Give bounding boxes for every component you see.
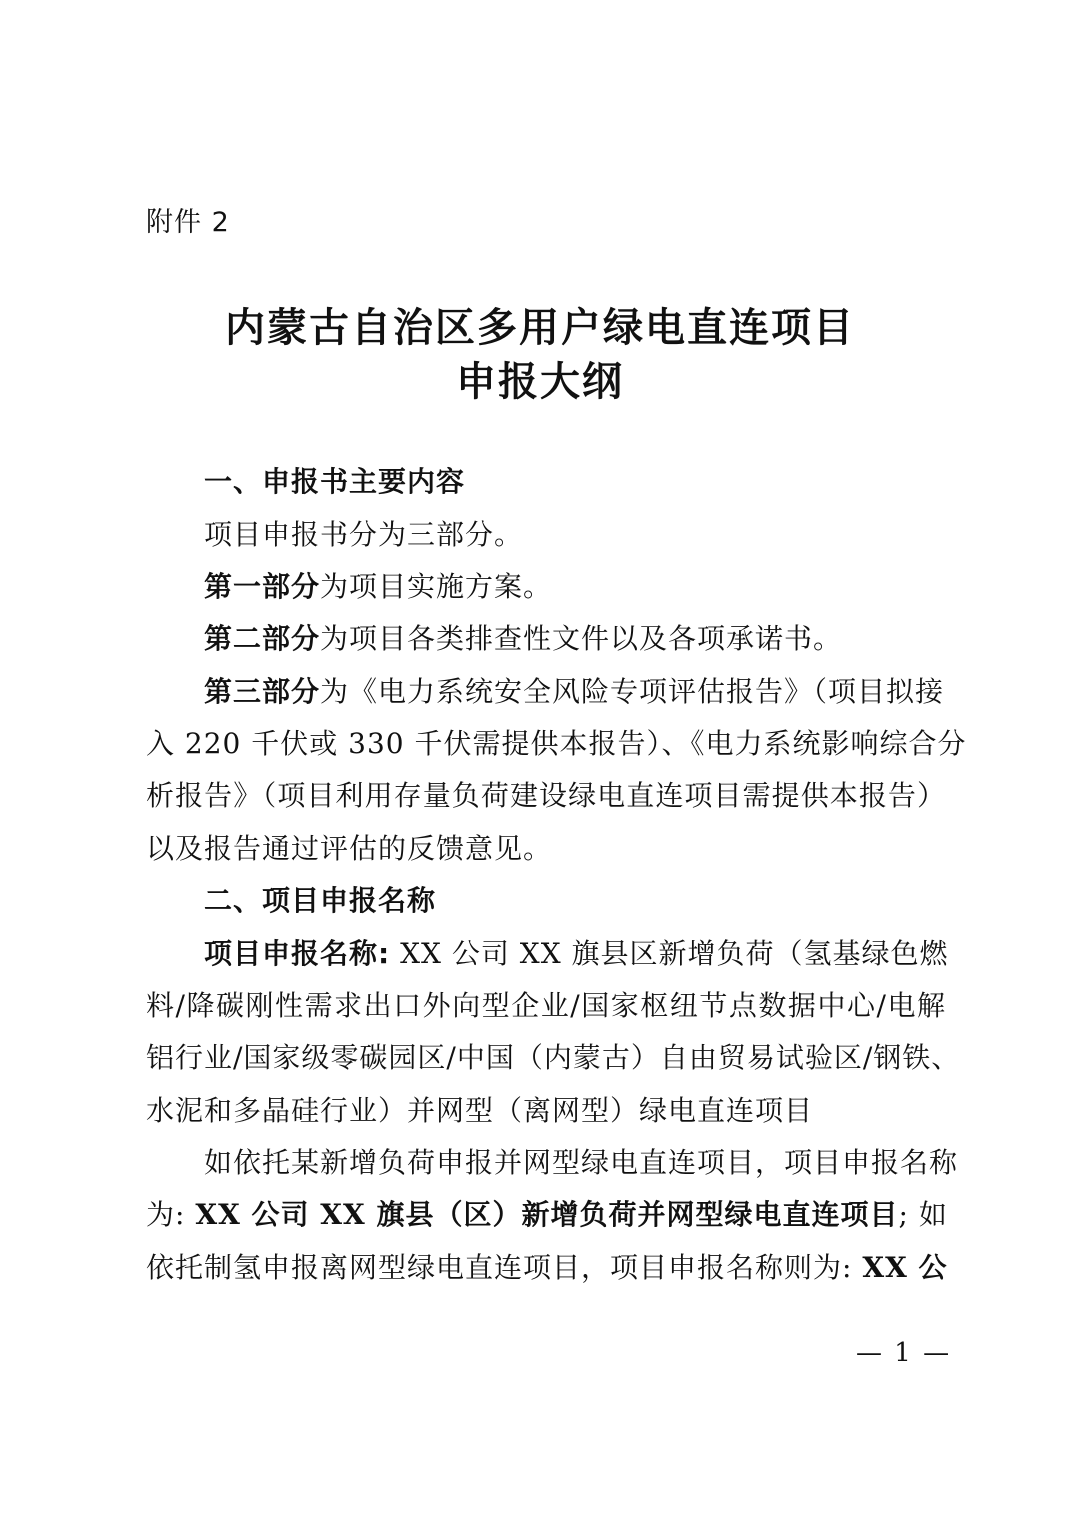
name-label: 项目申报名称: <box>204 937 391 970</box>
part-3-line-3: 析报告》（项目利用存量负荷建设绿电直连项目需提供本报告） <box>146 779 946 812</box>
part-1-text: 为项目实施方案。 <box>320 570 553 603</box>
example-line-2 <box>146 1195 946 1235</box>
part-3-line-1 <box>146 672 946 712</box>
example-line-3 <box>146 1248 946 1288</box>
name-text-1: XX 公司 XX 旗县区新增负荷（氢基绿色燃 <box>390 937 949 970</box>
part-2-paragraph <box>146 619 946 659</box>
part-3-label: 第三部分 <box>204 675 321 708</box>
part-3-text-1: 为《电力系统安全风险专项评估报告》（项目拟接 <box>320 675 945 708</box>
section-1-heading: 一、申报书主要内容 <box>204 465 466 498</box>
part-1-label: 第一部分 <box>204 570 321 603</box>
example-bold-name: XX 公司 XX 旗县（区）新增负荷并网型绿电直连项目 <box>195 1198 899 1231</box>
example-prefix: 为: <box>146 1198 196 1231</box>
name-line-2: 料/降碳刚性需求出口外向型企业/国家枢纽节点数据中心/电解 <box>146 989 946 1022</box>
name-line-4: 水泥和多晶硅行业）并网型（离网型）绿电直连项目 <box>146 1094 814 1127</box>
part-2-label: 第二部分 <box>204 622 321 655</box>
section-1-intro: 项目申报书分为三部分。 <box>204 518 524 551</box>
part-3-line-4: 以及报告通过评估的反馈意见。 <box>146 832 553 865</box>
document-title-line-2: 申报大纲 <box>456 358 624 405</box>
example-text-3: 依托制氢申报离网型绿电直连项目，项目申报名称则为: <box>146 1251 863 1284</box>
page-number: — 1 — <box>856 1338 952 1368</box>
name-line-1 <box>146 934 949 974</box>
part-2-text: 为项目各类排查性文件以及各项承诺书。 <box>320 622 843 655</box>
part-3-line-2: 入 220 千伏或 330 千伏需提供本报告）、《电力系统影响综合分 <box>146 727 967 760</box>
name-line-3: 铝行业/国家级零碳园区/中国（内蒙古）自由贸易试验区/钢铁、 <box>146 1041 961 1074</box>
example-line-1: 如依托某新增负荷申报并网型绿电直连项目，项目申报名称 <box>204 1146 959 1179</box>
attachment-label: 附件 2 <box>146 207 230 238</box>
part-1-paragraph <box>146 567 946 607</box>
document-title-line-1: 内蒙古自治区多用户绿电直连项目 <box>225 304 855 351</box>
example-suffix: ; 如 <box>898 1198 948 1231</box>
section-2-heading: 二、项目申报名称 <box>204 884 437 917</box>
example-bold-name-2: XX 公 <box>862 1251 948 1284</box>
